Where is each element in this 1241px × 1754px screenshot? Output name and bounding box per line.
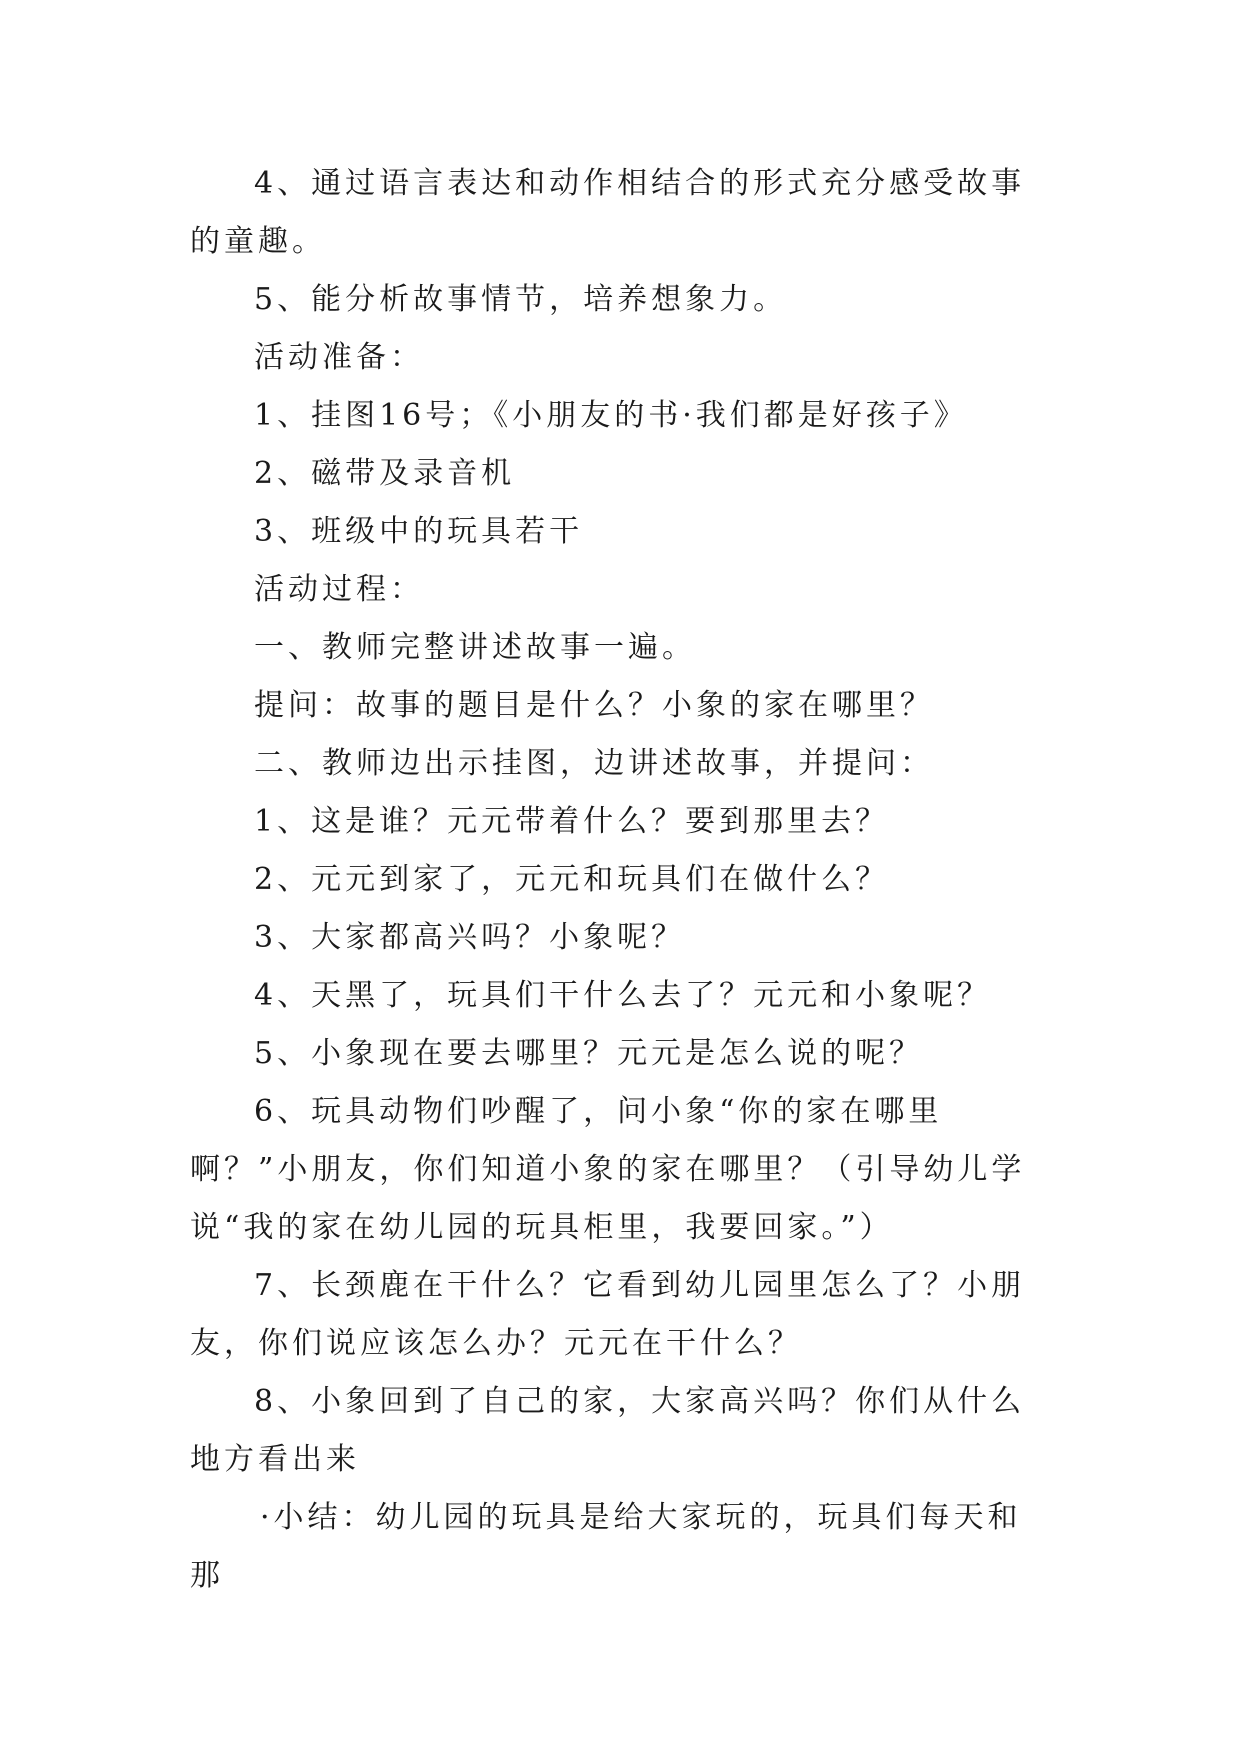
- question-5: 5、小象现在要去哪里？元元是怎么说的呢？: [254, 1036, 924, 1071]
- preparation-item-3: 3、班级中的玩具若干: [254, 514, 584, 549]
- heading-preparation: 活动准备：: [254, 340, 424, 375]
- paragraph-goal-5: 5、能分析故事情节，培养想象力。: [254, 282, 788, 317]
- heading-process: 活动过程：: [254, 572, 424, 607]
- question-3: 3、大家都高兴吗？小象呢？: [254, 920, 686, 955]
- process-question: 提问：故事的题目是什么？小象的家在哪里？: [254, 688, 934, 723]
- question-1: 1、这是谁？元元带着什么？要到那里去？: [254, 804, 890, 839]
- summary-paragraph: ·小结：幼儿园的玩具是给大家玩的，玩具们每天和那: [190, 1500, 1022, 1593]
- question-6: 6、玩具动物们吵醒了，问小象“你的家在哪里啊？”小朋友，你们知道小象的家在哪里？（引导幼儿学说“我的家在幼儿园的玩具柜里，我要回家。”）: [190, 1094, 1026, 1245]
- preparation-item-1: 1、挂图16号；《小朋友的书·我们都是好孩子》: [254, 398, 968, 433]
- process-step-1: 一、教师完整讲述故事一遍。: [254, 630, 696, 665]
- question-2: 2、元元到家了，元元和玩具们在做什么？: [254, 862, 890, 897]
- document-body: [190, 155, 1050, 1605]
- paragraph-goal-4: 4、通过语言表达和动作相结合的形式充分感受故事的童趣。: [190, 166, 1026, 259]
- preparation-item-2: 2、磁带及录音机: [254, 456, 516, 491]
- question-8: 8、小象回到了自己的家，大家高兴吗？你们从什么地方看出来: [190, 1384, 1026, 1477]
- question-4: 4、天黑了，玩具们干什么去了？元元和小象呢？: [254, 978, 992, 1013]
- question-7: 7、长颈鹿在干什么？它看到幼儿园里怎么了？小朋友，你们说应该怎么办？元元在干什么？: [190, 1268, 1026, 1361]
- process-step-2: 二、教师边出示挂图，边讲述故事，并提问：: [254, 746, 934, 781]
